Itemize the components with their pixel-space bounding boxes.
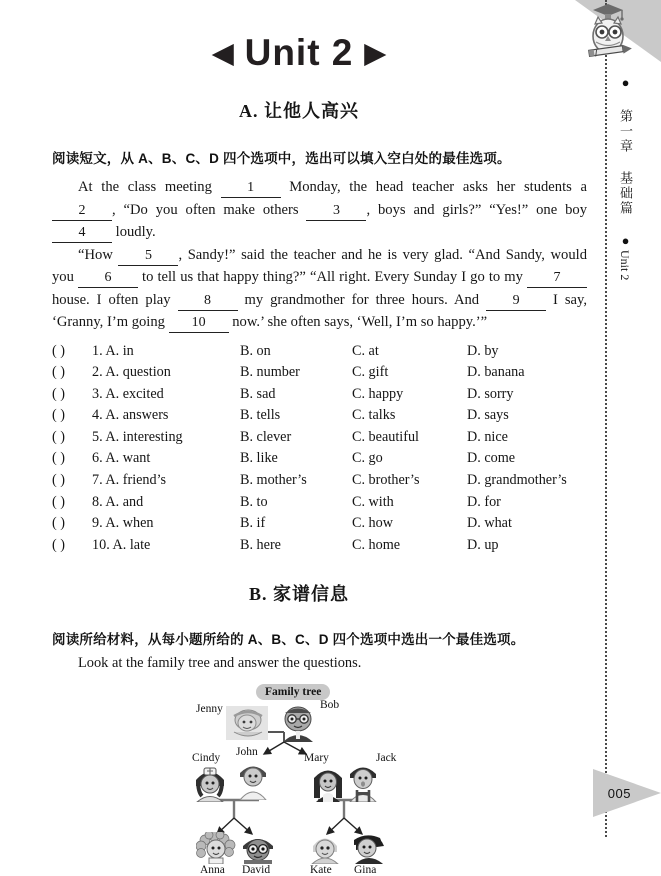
cloze-blank-2[interactable]: 2: [52, 202, 112, 221]
family-member-name-david: David: [242, 864, 271, 876]
cloze-blank-10[interactable]: 10: [169, 314, 229, 333]
option-row: [52, 472, 597, 494]
option-a[interactable]: 1. A. in: [92, 342, 134, 359]
family-member-name-kate: Kate: [310, 864, 332, 876]
option-row: [52, 537, 597, 559]
option-c[interactable]: C. how: [352, 515, 393, 532]
option-b[interactable]: B. on: [240, 342, 271, 359]
passage-text: At the class meeting: [78, 179, 212, 195]
section-a-letter: A.: [239, 101, 259, 121]
cloze-blank-6[interactable]: 6: [78, 269, 138, 288]
option-b[interactable]: B. mother’s: [240, 472, 307, 489]
passage-text: to tell us that happy thing?” “All right. Every Sunday I go to my: [142, 269, 523, 285]
section-b-directive: 阅读所给材料，从每小题所给的 A、B、C、D 四个选项中选出一个最佳选项。: [52, 632, 525, 648]
family-member-name-john: John: [236, 746, 258, 759]
gina-avatar: [350, 830, 388, 864]
answer-box[interactable]: ( ): [52, 515, 65, 532]
option-row: [52, 515, 597, 537]
chapter-label-unit: Unit 2: [618, 250, 632, 281]
passage-text: Monday, the head teacher asks her students a: [289, 179, 587, 195]
family-tree-diagram: [184, 684, 414, 874]
option-b[interactable]: B. sad: [240, 385, 276, 402]
option-a[interactable]: 10. A. late: [92, 536, 151, 553]
option-d[interactable]: D. sorry: [467, 385, 514, 402]
passage-text: house. I often play: [52, 291, 171, 308]
passage-text: now.’ she often says, ‘Well, I’m so happy.’”: [232, 314, 488, 330]
page-number: 005: [607, 786, 631, 801]
kate-avatar: [308, 832, 342, 864]
option-b[interactable]: B. clever: [240, 428, 292, 445]
page-title: [0, 34, 598, 71]
option-c[interactable]: C. beautiful: [352, 428, 419, 445]
section-a-heading: [0, 97, 598, 123]
family-member-name-anna: Anna: [200, 864, 225, 876]
option-a[interactable]: 4. A. answers: [92, 407, 169, 424]
option-b[interactable]: B. number: [240, 364, 300, 381]
cloze-blank-4[interactable]: 4: [52, 224, 112, 243]
answer-box[interactable]: ( ): [52, 364, 65, 381]
option-c[interactable]: C. gift: [352, 364, 389, 381]
option-c[interactable]: C. happy: [352, 385, 404, 402]
option-a[interactable]: 5. A. interesting: [92, 428, 183, 445]
answer-box[interactable]: ( ): [52, 407, 65, 424]
section-b-heading: [0, 580, 598, 606]
option-a[interactable]: 8. A. and: [92, 493, 144, 510]
passage-text: , boys and girls?” “Yes!” one boy: [366, 201, 587, 218]
option-b[interactable]: B. like: [240, 450, 278, 467]
cindy-avatar: [192, 766, 228, 802]
mary-avatar: [310, 764, 346, 802]
option-a[interactable]: 3. A. excited: [92, 385, 164, 402]
option-b[interactable]: B. if: [240, 515, 266, 532]
david-avatar: [240, 834, 276, 864]
option-c[interactable]: C. talks: [352, 407, 396, 424]
passage-text: I say, ‘Granny, I’m going: [52, 291, 588, 330]
answer-box[interactable]: ( ): [52, 472, 65, 489]
passage-text: “How: [78, 246, 113, 263]
options-list: [52, 343, 597, 559]
option-d[interactable]: D. nice: [467, 428, 508, 445]
option-d[interactable]: D. for: [467, 493, 501, 510]
family-member-name-bob: Bob: [320, 699, 340, 712]
option-c[interactable]: C. brother’s: [352, 472, 420, 489]
option-c[interactable]: C. at: [352, 342, 379, 359]
option-b[interactable]: B. here: [240, 536, 281, 553]
margin-dotted-rule: [605, 0, 607, 837]
john-avatar: [236, 760, 270, 800]
option-row: [52, 407, 597, 429]
cloze-blank-7[interactable]: 7: [527, 269, 587, 288]
option-row: [52, 494, 597, 516]
family-tree-badge: Family tree: [256, 684, 330, 700]
family-member-name-jenny: Jenny: [196, 703, 223, 716]
section-a-title: 让他人高兴: [264, 101, 359, 121]
option-row: [52, 450, 597, 472]
cloze-passage: [52, 176, 587, 334]
passage-text: , Sandy!” said the teacher and he is very glad. “And Sandy, would you: [52, 246, 587, 285]
anna-avatar: [196, 832, 236, 864]
cloze-blank-5[interactable]: 5: [118, 247, 178, 266]
option-c[interactable]: C. home: [352, 536, 401, 553]
option-c[interactable]: C. go: [352, 450, 383, 467]
answer-box[interactable]: ( ): [52, 536, 65, 553]
section-b-instruction: Look at the family tree and answer the questions.: [78, 655, 362, 672]
option-b[interactable]: B. to: [240, 493, 268, 510]
passage-text: my grandmother for three hours. And: [244, 291, 480, 308]
option-d[interactable]: D. grandmother’s: [467, 472, 567, 489]
option-d[interactable]: D. come: [467, 450, 516, 467]
cloze-blank-3[interactable]: 3: [306, 202, 366, 221]
answer-box[interactable]: ( ): [52, 342, 65, 359]
option-a[interactable]: 7. A. friend’s: [92, 472, 167, 489]
left-triangle-icon: ◀: [212, 38, 234, 68]
section-b-title: 家谱信息: [273, 584, 349, 605]
option-row: [52, 343, 597, 365]
option-a[interactable]: 6. A. want: [92, 450, 151, 467]
option-d[interactable]: D. by: [467, 342, 499, 359]
option-d[interactable]: D. up: [467, 536, 499, 553]
option-c[interactable]: C. with: [352, 493, 394, 510]
grandfather-avatar: [278, 704, 318, 742]
cloze-blank-1[interactable]: 1: [221, 179, 281, 198]
answer-box[interactable]: ( ): [52, 385, 65, 402]
answer-box[interactable]: ( ): [52, 450, 65, 467]
cloze-blank-8[interactable]: 8: [178, 292, 238, 311]
passage-paragraph-1: [52, 176, 587, 244]
section-b-letter: B.: [248, 584, 268, 605]
family-member-name-cindy: Cindy: [192, 752, 221, 765]
chapter-label-cn: ● 第一章 基础篇 ●: [618, 75, 633, 250]
family-member-name-jack: Jack: [376, 752, 397, 765]
answer-box[interactable]: ( ): [52, 428, 65, 445]
answer-box[interactable]: ( ): [52, 493, 65, 510]
option-row: [52, 386, 597, 408]
chapter-sidebar-label: [612, 75, 638, 280]
passage-text: , “Do you often make others: [112, 201, 299, 218]
right-triangle-icon: ▶: [364, 38, 386, 68]
grandmother-avatar: [226, 706, 268, 740]
option-row: [52, 364, 597, 386]
passage-paragraph-2: [52, 244, 587, 334]
jack-avatar: [346, 762, 380, 802]
option-a[interactable]: 2. A. question: [92, 364, 171, 381]
family-member-name-mary: Mary: [304, 752, 329, 765]
option-d[interactable]: D. what: [467, 515, 512, 532]
family-member-name-gina: Gina: [354, 864, 377, 876]
section-a-directive: 阅读短文，从 A、B、C、D 四个选项中，选出可以填入空白处的最佳选项。: [52, 151, 511, 166]
unit-title-text: Unit 2: [244, 32, 354, 73]
option-row: [52, 429, 597, 451]
passage-text: loudly.: [115, 224, 156, 240]
option-a[interactable]: 9. A. when: [92, 515, 154, 532]
option-d[interactable]: D. says: [467, 407, 509, 424]
option-d[interactable]: D. banana: [467, 364, 525, 381]
option-b[interactable]: B. tells: [240, 407, 281, 424]
cloze-blank-9[interactable]: 9: [486, 292, 546, 311]
